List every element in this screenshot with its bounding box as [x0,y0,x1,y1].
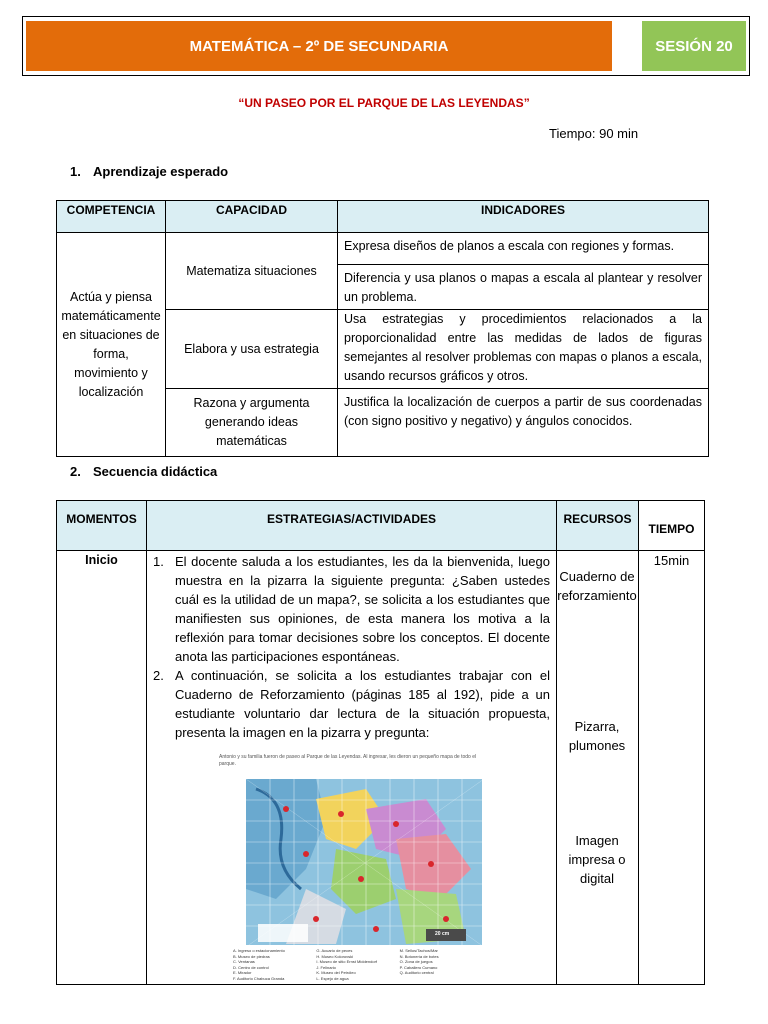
header-estrategias: ESTRATEGIAS/ACTIVIDADES [147,501,557,551]
legend-item: P. Caballero Cumano [399,964,438,970]
list-item [153,552,550,666]
legend-item: L. Espejo de agua [316,975,349,981]
legend-item: E. Mirador [233,970,252,975]
header-competencia: COMPETENCIA [57,201,166,233]
legend-item: Q. Auditorio central [399,970,434,975]
duration-label: Tiempo: 90 min [549,126,639,141]
indicador-cell: Expresa diseños de planos a escala con regiones y formas. [338,233,709,265]
section-title: Secuencia didáctica [93,464,218,479]
capacidad-cell: Elabora y usa estrategia [166,310,338,389]
section-number: 1. [70,164,81,179]
sequence-table [56,500,705,985]
legend-item: O. Zona de juegos [399,959,433,964]
item-text: El docente saluda a los estudiantes, les da la bienvenida, luego muestra en la pizarra la siguiente pregunta: ¿Saben ustedes cuál es la utilidad de un mapa?, se solicita a los estudiantes que manifiesten sus opiniones, de esta manera los motiva a la reflexión para tomar decisiones sobre los conceptos. El docente anota las participaciones espontáneas. [175,554,550,664]
legend-item: J. Felinario [316,964,336,970]
map-caption: Antonio y su familia fueron de paseo al Parque de las Leyendas. Al ingresar, les dieron un pequeño mapa de todo el parque. [219,754,477,767]
resource-item: Pizarra, plumones [568,719,626,753]
session-badge: SESIÓN 20 [642,21,746,71]
course-title: MATEMÁTICA – 2º DE SECUNDARIA [26,21,612,71]
legend-item: K. Museo del Petróleo [316,970,356,975]
indicador-cell: Usa estrategias y procedimientos relacionados a la proporcionalidad entre las medidas de lados de figuras semejantes al resolver problemas con mapas o planos a escala, usando recursos gráficos y otros. [338,310,709,389]
header-momentos: MOMENTOS [57,501,147,551]
park-map-illustration [246,779,483,946]
resource-item: Imagen impresa o digital [568,833,626,886]
activities-cell [147,551,557,985]
indicador-cell: Diferencia y usa planos o mapas a escala al plantear y resolver un problema. [338,265,709,310]
item-text: A continuación, se solicita a los estudiantes trabajar con el Cuaderno de Reforzamiento (páginas 185 al 192), pide a un estudiante voluntario dar lectura de la situación propuesta, presenta la imagen en la pizarra y pregunta: [175,668,550,740]
item-number: 1. [153,554,164,569]
legend-item: M. Sellos/Tachos/Mar [399,948,438,953]
activity-list [153,552,550,742]
header-recursos: RECURSOS [557,501,639,551]
capacidad-cell: Razona y argumenta generando ideas matemáticas [166,389,338,457]
map-legend [233,948,483,981]
section-number: 2. [70,464,81,479]
header-indicadores: INDICADORES [338,201,709,233]
document-title: “UN PASEO POR EL PARQUE DE LAS LEYENDAS” [238,96,530,110]
header-frame [22,16,750,76]
resources-cell [557,551,639,985]
item-number: 2. [153,668,164,683]
section-heading-secuencia [70,464,217,479]
table-header-row [57,201,709,233]
legend-item: H. Museo Kolorovski [316,953,354,959]
table-header-row [57,501,705,551]
learning-table [56,200,709,457]
resource-item: Cuaderno de reforzamiento [557,569,637,603]
section-title: Aprendizaje esperado [93,164,229,179]
map-scale-label: 20 cm [435,931,450,937]
legend-item: A. Ingreso o estacionamiento [233,948,285,953]
capacidad-cell: Matematiza situaciones [166,233,338,310]
table-row [57,551,705,985]
legend-item: F. Auditorio Chabuca Granda [233,975,285,981]
legend-item: D. Centro de control [233,964,269,970]
legend-item: I. Museo de sitio Ernst Middendorf [316,959,378,964]
legend-item: G. Acuario de peces [316,948,353,953]
list-item [153,666,550,742]
header-tiempo: TIEMPO [639,501,705,551]
moment-cell: Inicio [57,551,147,985]
header-capacidad: CAPACIDAD [166,201,338,233]
section-heading-aprendizaje [70,164,228,179]
legend-item: C. Ventanas [233,959,255,964]
legend-item: N. Botonería de botes [399,953,439,959]
park-map-figure [219,754,485,984]
competencia-cell: Actúa y piensa matemáticamente en situaciones de forma, movimiento y localización [57,233,166,457]
table-row [57,233,709,265]
park-map-image [245,778,483,946]
time-cell: 15min [639,551,705,985]
indicador-cell: Justifica la localización de cuerpos a partir de sus coordenadas (con signo positivo y negativo) y ángulos conocidos. [338,389,709,457]
legend-item: B. Museo de piedras [233,953,270,959]
